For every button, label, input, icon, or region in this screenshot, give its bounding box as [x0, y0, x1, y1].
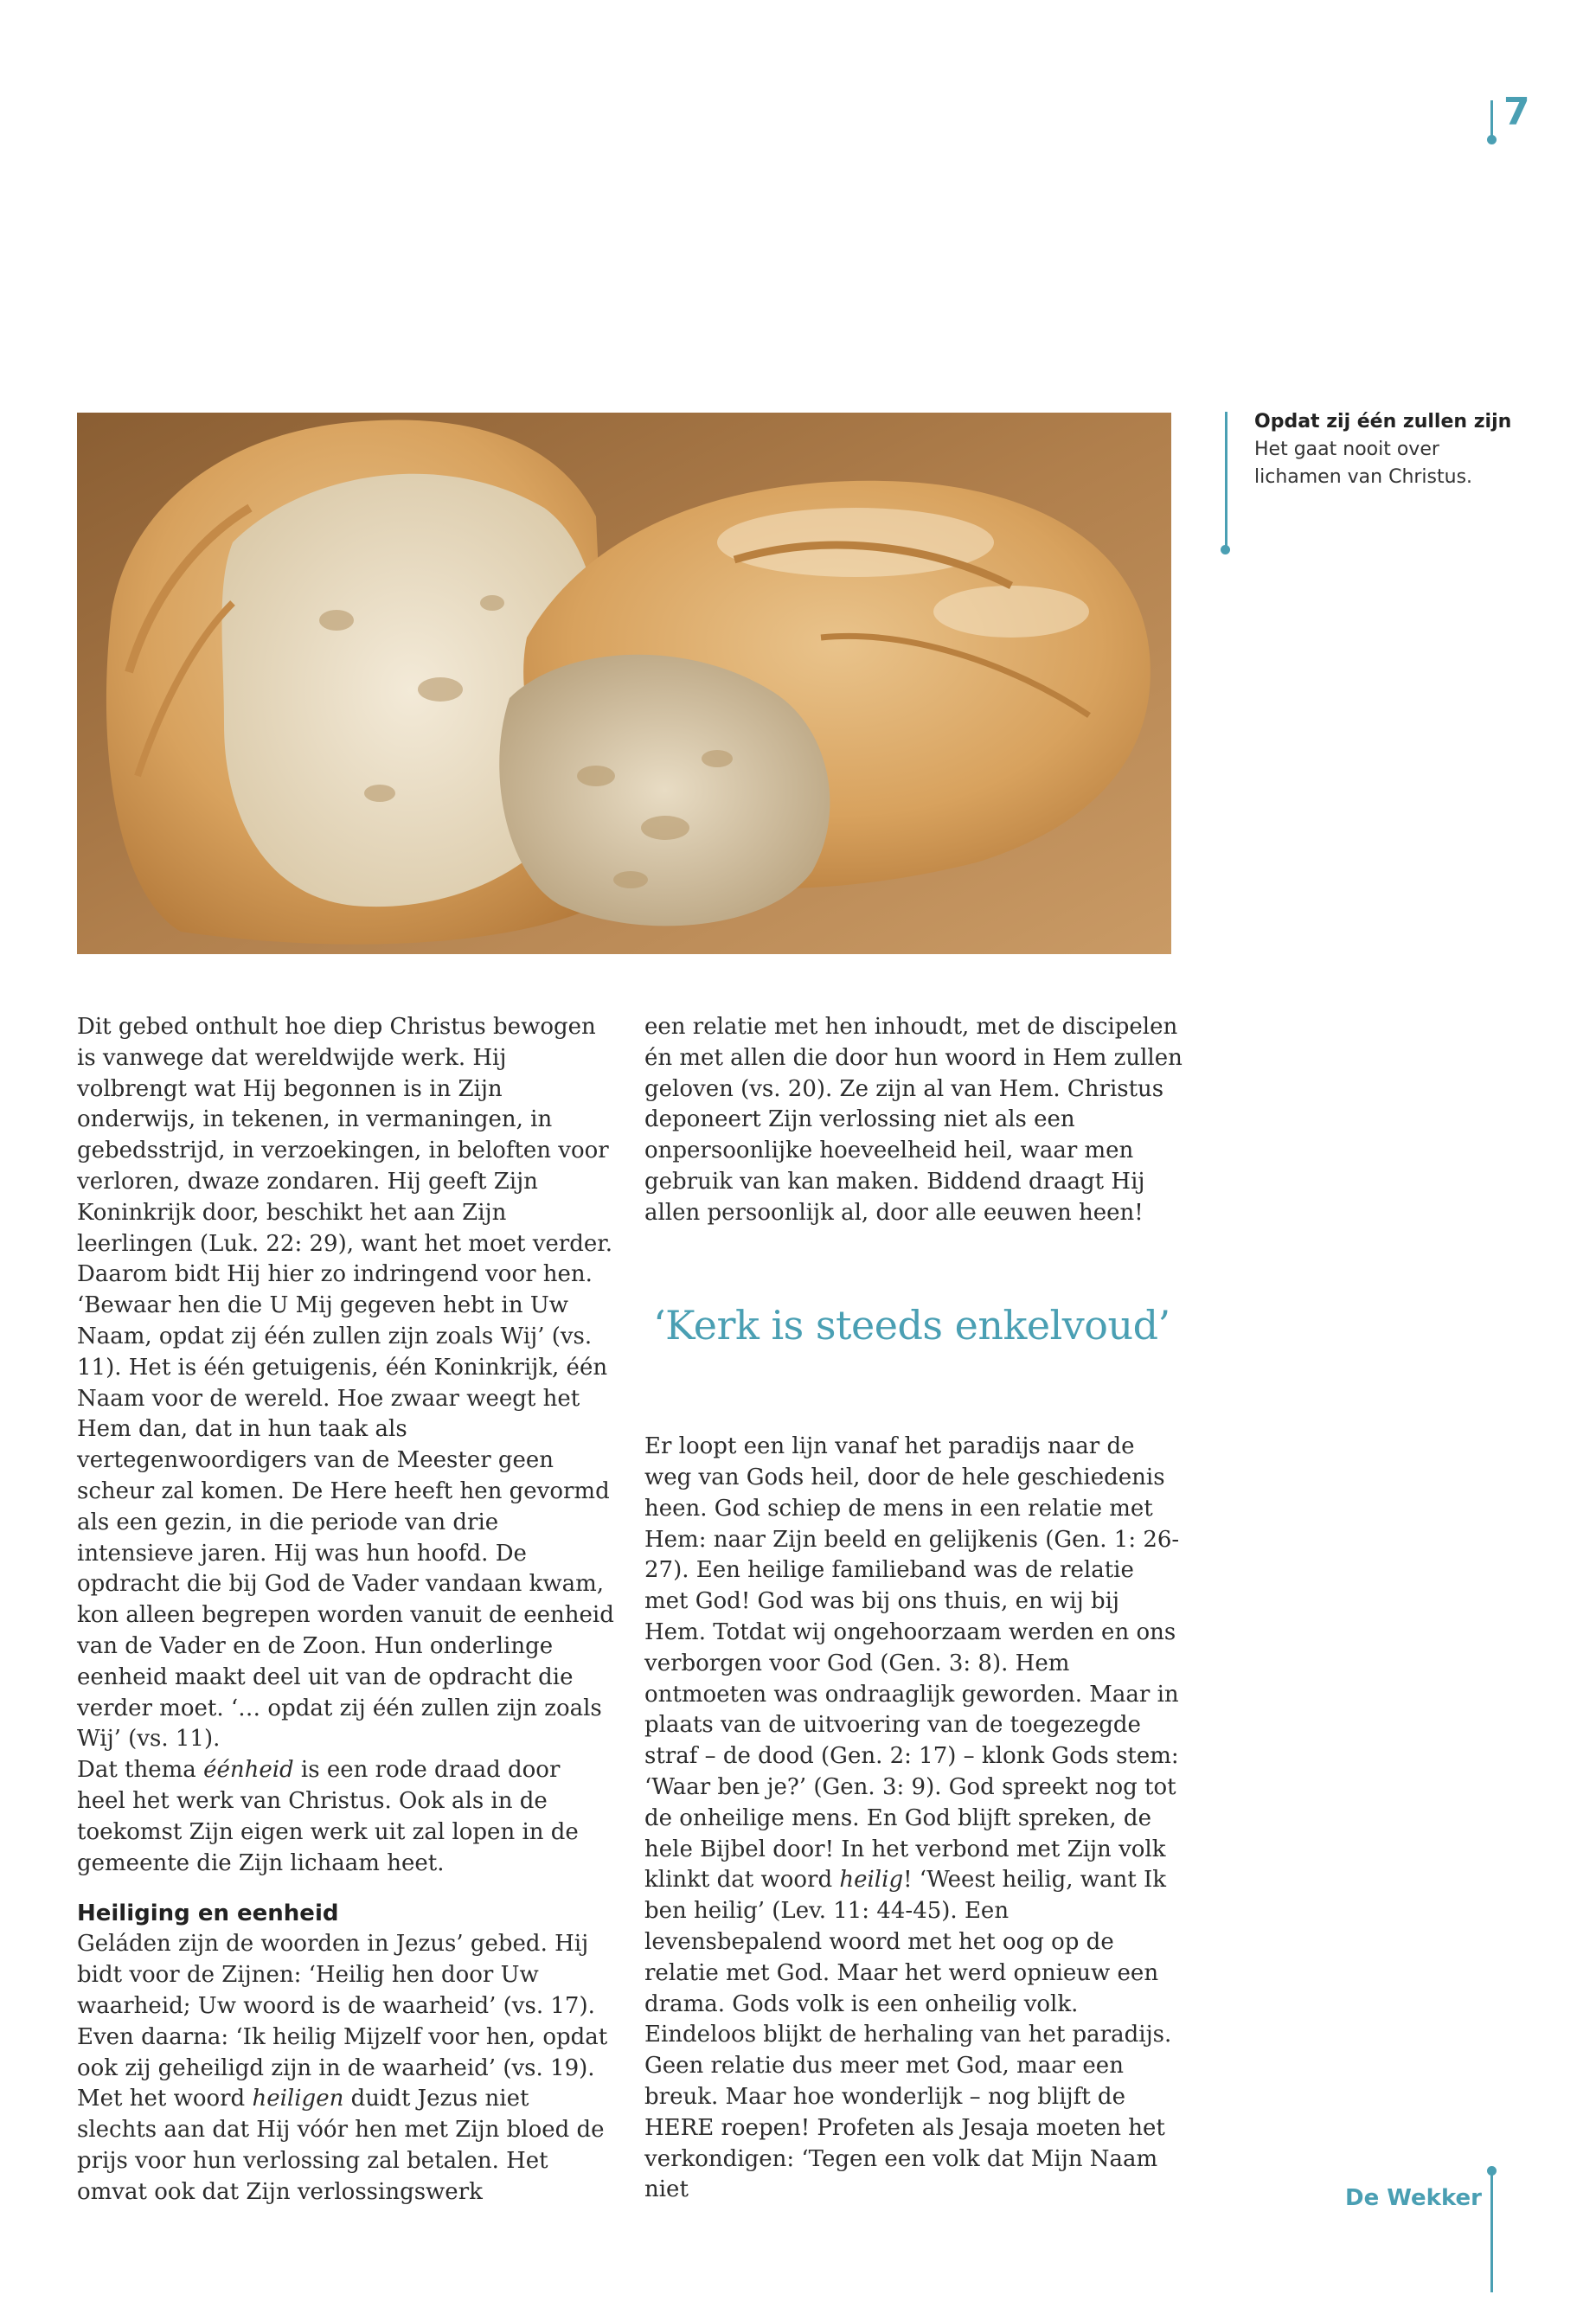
emphasis-text: heiligen [252, 2086, 344, 2112]
caption-dot [1221, 545, 1230, 554]
left-paragraph-1: Dit gebed onthult hoe diep Christus bewogen is vanwege dat wereldwijde werk. Hij volbrengt wat Hij begonnen is in Zijn onderwijs, in tekenen, in vermaningen, in gebedsstrijd, in verzoekingen, in beloften voor verloren, dwaze zondaren. Hij geeft Zijn Koninkrijk door, beschikt het aan Zijn leerlingen (Luk. 22: 29), want het moet verder. Daarom bidt Hij hier zo indringend voor hen. ‘Bewaar hen die U Mij gegeven hebt in Uw Naam, opdat zij één zullen zijn zoals Wij’ (vs. 11). Het is één getuigenis, één Koninkrijk, één Naam voor de wereld. Hoe zwaar weegt het Hem dan, dat in hun taak als vertegenwoordigers van de Meester geen scheur zal komen. De Here heeft hen gevormd als een gezin, in die periode van drie intensieve jaren. Hij was hun hoofd. De opdracht die bij God de Vader vandaan kwam, kon alleen begrepen worden vanuit de eenheid van de Vader en de Zoon. Hun onderlinge eenheid maakt deel uit van de opdracht die verder moet. ‘… opdat zij één zullen zijn zoals Wij’ (vs. 11). [77, 1014, 614, 1753]
footer-rule [1490, 2170, 1493, 2292]
text-run: Geláden zijn de woorden in Jezus’ gebed. Hij bidt voor de Zijnen: ‘Heilig hen door Uw waarheid; Uw woord is de waarheid’ (vs. 17). Even daarna: ‘Ik heilig Mijzelf voor hen, opdat ook zij geheiligd zijn in de waarheid’ (vs. 19). Met het woord [77, 1931, 608, 2112]
page-number-dot [1487, 135, 1497, 144]
bread-photo [77, 413, 1171, 954]
text-run: is een rode draad door heel het werk van Christus. Ook als in de toekomst Zijn eigen werk uit zal lopen in de gemeente die Zijn lichaam heet. [77, 1757, 579, 1876]
photo-caption [1254, 408, 1531, 491]
emphasis-text: heilig [839, 1867, 904, 1894]
right-paragraph-2 [644, 1432, 1183, 2206]
pull-quote: ‘Kerk is steeds enkelvoud’ [653, 1301, 1170, 1349]
caption-rule [1225, 412, 1227, 548]
page-number-rule [1490, 100, 1493, 138]
text-run: Dat thema [77, 1757, 204, 1784]
text-run: ! ‘Weest heilig, want Ik ben heilig’ (Lev. 11: 44-45). Een levensbepalend woord met het oog op de relatie met God. Maar het werd opnieuw een drama. Gods volk is een onheilig volk. Eindeloos blijkt de herhaling van het paradijs. Geen relatie dus meer met God, maar een breuk. Maar hoe wonderlijk – nog blijft de HERE roepen! Profeten als Jesaja moeten het verkondigen: ‘Tegen een volk dat Mijn Naam niet [644, 1867, 1172, 2203]
caption-title: Opdat zij één zullen zijn [1254, 411, 1512, 433]
text-run: Er loopt een lijn vanaf het paradijs naar de weg van Gods heil, door de hele geschiedenis heen. God schiep de mens in een relatie met Hem: naar Zijn beeld en gelijkenis (Gen. 1: 26-27). Een heilige familieband was de relatie met God! God was bij ons thuis, en wij bij Hem. Totdat wij ongehoorzaam werden en ons verborgen voor God (Gen. 3: 8). Hem ontmoeten was ondraaglijk geworden. Maar in plaats van de uitvoering van de toegezegde straf – de dood (Gen. 2: 17) – klonk Gods stem: ‘Waar ben je?’ (Gen. 3: 9). God spreekt nog tot de onheilige mens. En God blijft spreken, de hele Bijbel door! In het verbond met Zijn volk klinkt dat woord [644, 1433, 1180, 1894]
section-subhead: Heiliging en eenheid [77, 1900, 339, 1927]
page-number: 7 [1503, 90, 1530, 134]
emphasis-text: éénheid [203, 1757, 294, 1784]
right-paragraph-1: een relatie met hen inhoudt, met de discipelen én met allen die door hun woord in Hem zullen geloven (vs. 20). Ze zijn al van Hem. Christus deponeert Zijn verlossing niet als een onpersoonlijke hoeveelheid heil, waar men gebruik van kan maken. Biddend draagt Hij allen persoonlijk al, door alle eeuwen heen! [644, 1014, 1183, 1226]
left-paragraph-2 [77, 1755, 615, 1879]
text-run: duidt Jezus niet slechts aan dat Hij vóór hen met Zijn bloed de prijs voor hun verlossing zal betalen. Het omvat ook dat Zijn verlossingswerk [77, 2086, 605, 2205]
left-column [77, 1012, 615, 2208]
right-column [644, 1012, 1183, 2206]
magazine-brand: De Wekker [1345, 2185, 1482, 2211]
left-paragraph-3 [77, 1929, 615, 2208]
caption-body: Het gaat nooit over lichamen van Christus. [1254, 439, 1473, 488]
